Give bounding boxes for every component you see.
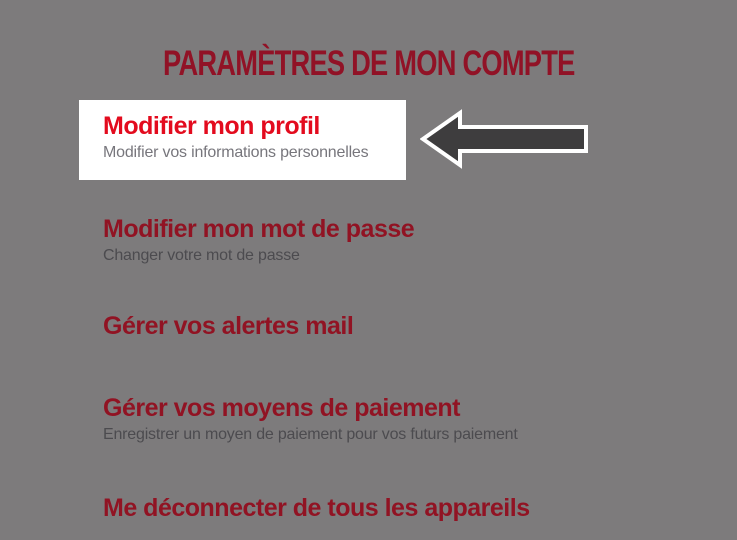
menu-item-logout-all-devices[interactable] xyxy=(103,494,530,522)
page-title-container xyxy=(0,44,737,84)
menu-item-label: Gérer vos moyens de paiement xyxy=(103,394,460,422)
left-arrow-icon xyxy=(420,109,592,169)
menu-item-description: Enregistrer un moyen de paiement pour vos futurs paiement xyxy=(103,426,518,443)
menu-item-label: Modifier mon mot de passe xyxy=(103,215,415,243)
menu-item-manage-mail-alerts[interactable] xyxy=(103,312,353,340)
annotation-arrow xyxy=(420,109,592,169)
menu-item-description: Modifier vos informations personnelles xyxy=(103,144,369,161)
menu-item-label: Me déconnecter de tous les appareils xyxy=(103,494,530,522)
menu-item-change-password[interactable] xyxy=(103,215,414,266)
menu-item-description: Changer votre mot de passe xyxy=(103,247,300,264)
menu-item-label: Modifier mon profil xyxy=(103,112,320,140)
menu-item-manage-payment-methods[interactable] xyxy=(103,394,518,445)
menu-item-modify-profile[interactable] xyxy=(79,100,406,180)
menu-item-label: Gérer vos alertes mail xyxy=(103,312,354,340)
page-title: PARAMÈTRES DE MON COMPTE xyxy=(162,44,575,83)
